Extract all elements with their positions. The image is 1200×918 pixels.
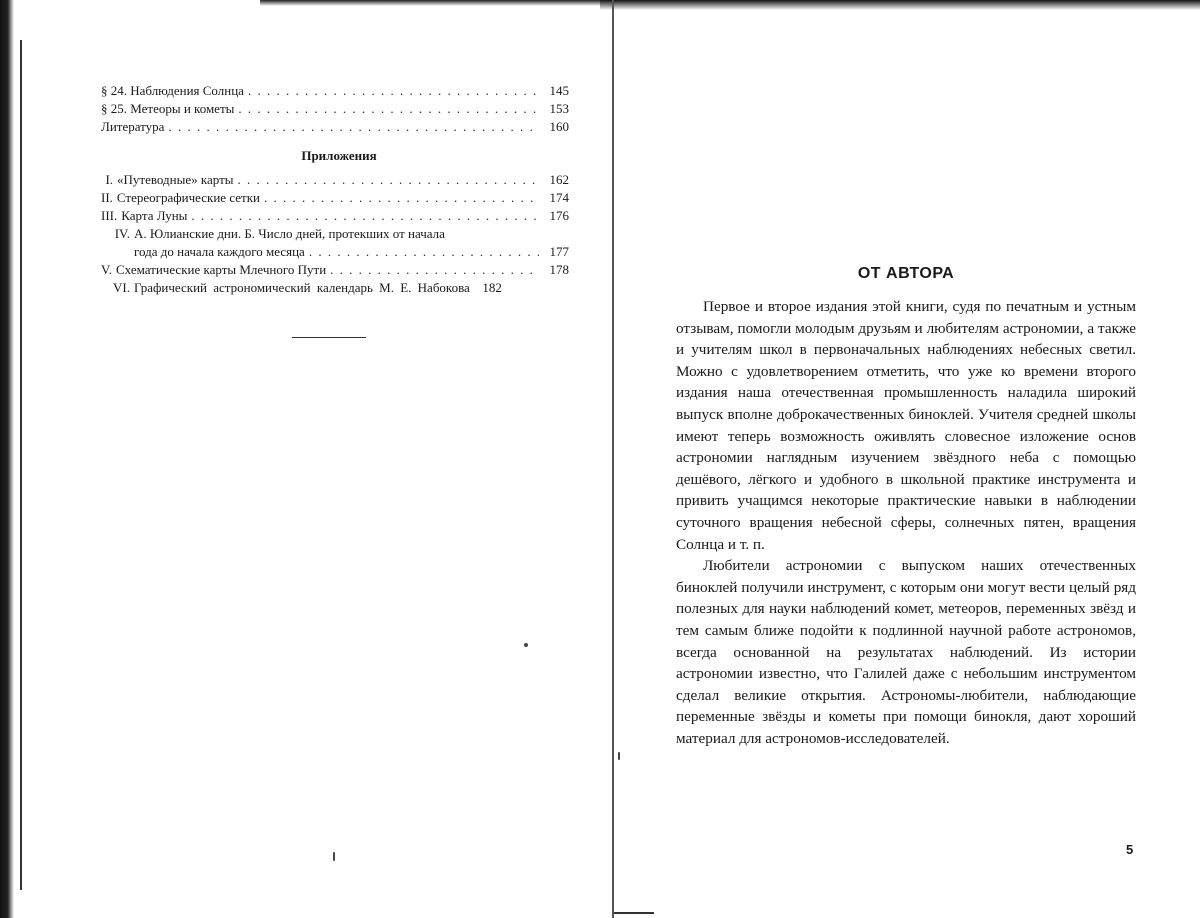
toc-row <box>101 171 569 189</box>
toc-title: Графический астрономический календарь М. Е. Набокова <box>134 280 470 295</box>
toc-number: VI. <box>113 280 130 295</box>
toc-number: I. <box>105 172 114 187</box>
scan-speck <box>333 852 335 861</box>
toc-page-number: 174 <box>549 190 569 205</box>
toc-number: IV. <box>114 226 130 241</box>
toc-row <box>101 261 569 279</box>
page-title: ОТ АВТОРА <box>857 265 955 282</box>
toc-page-number: 177 <box>549 244 569 259</box>
toc-row <box>101 100 569 118</box>
toc-page-number: 178 <box>549 262 569 277</box>
toc-row-continuation <box>101 243 569 261</box>
scan-bottom-mark <box>614 912 654 914</box>
toc-page-number: 176 <box>549 208 569 223</box>
toc-leader-dots <box>264 189 539 207</box>
toc-leader-dots <box>330 261 539 279</box>
page-number: 5 <box>1126 842 1134 857</box>
toc-title: Наблюдения Солнца <box>130 83 244 98</box>
toc-row <box>101 225 569 243</box>
toc-title: Схематические карты Млечного Пути <box>115 262 327 277</box>
end-rule <box>292 337 366 338</box>
toc-page-number: 160 <box>549 119 569 134</box>
toc-leader-dots <box>248 82 539 100</box>
toc-title: Карта Луны <box>121 208 188 223</box>
toc-title: Метеоры и кометы <box>130 101 235 116</box>
toc-row <box>101 118 569 136</box>
toc-page-number: 145 <box>549 83 569 98</box>
toc-number: II. <box>101 190 113 205</box>
toc-row <box>101 82 569 100</box>
toc-number: III. <box>101 208 118 223</box>
toc-page-number: 153 <box>549 101 569 116</box>
scan-speck <box>524 643 528 647</box>
foreword-text <box>676 296 1136 749</box>
toc-leader-dots <box>238 171 539 189</box>
table-of-contents <box>101 82 569 297</box>
toc-leader-dots <box>168 118 539 136</box>
toc-page-number: 182 <box>482 280 502 295</box>
toc-title: года до начала каждого месяца <box>134 244 305 259</box>
scan-edge-shadow <box>0 0 14 918</box>
toc-number: § 24. <box>101 83 127 98</box>
toc-row <box>101 207 569 225</box>
scan-top-shadow-right <box>600 0 1200 10</box>
toc-number: V. <box>101 262 112 277</box>
toc-leader-dots <box>191 207 539 225</box>
paragraph: Первое и второе издания этой книги, судя по печатным и устным отзывам, помогли молодым друзьям и любителям астрономии, а также и учителям школ в первоначальных наблюдениях небесных светил. Можно с удовлетворением отметить, что уже ко времени второго издания наша отечественная промышленность наладила широкий выпуск вполне доброкачественных биноклей. Учителя средней школы имеют теперь возможность оживлять словесное изложение основ астрономии наглядным изучением звёздного неба с помощью дешёвого, лёгкого и удобного в школьной практике инструмента и привить учащимся некоторые практические навыки в наблюдении суточного вращения небесной сферы, солнечных пятен, вращения Солнца и т. п. <box>676 298 1136 553</box>
paragraph: Любители астрономии с выпуском наших отечественных биноклей получили инструмент, с которым они могут вести целый ряд полезных для науки наблюдений комет, метеоров, переменных звёзд и тем самым ближе подойти к подлинной научной работе астрономов, всегда основанной на результатах наблюдений. Из истории астрономии известно, что Галилей даже с небольшим инструментом сделал великие открытия. Астрономы-любители, наблюдающие переменные звёзды и кометы при помощи бинокля, дают хороший материал для астрономов-исследователей. <box>676 557 1136 747</box>
scan-speck <box>618 752 620 760</box>
book-gutter <box>612 0 614 918</box>
toc-title: «Путеводные» карты <box>117 172 234 187</box>
toc-leader-dots <box>238 100 539 118</box>
toc-section-title: Приложения <box>301 148 377 163</box>
toc-title: Стереографические сетки <box>116 190 260 205</box>
toc-page-number: 162 <box>549 172 569 187</box>
toc-row <box>101 189 569 207</box>
toc-title: Литература <box>101 119 165 134</box>
toc-row <box>101 279 569 297</box>
toc-title: А. Юлианские дни. Б. Число дней, протекших от начала <box>134 226 445 241</box>
toc-number: § 25. <box>101 101 127 116</box>
scan-edge-line <box>20 40 22 890</box>
toc-leader-dots <box>309 243 539 261</box>
